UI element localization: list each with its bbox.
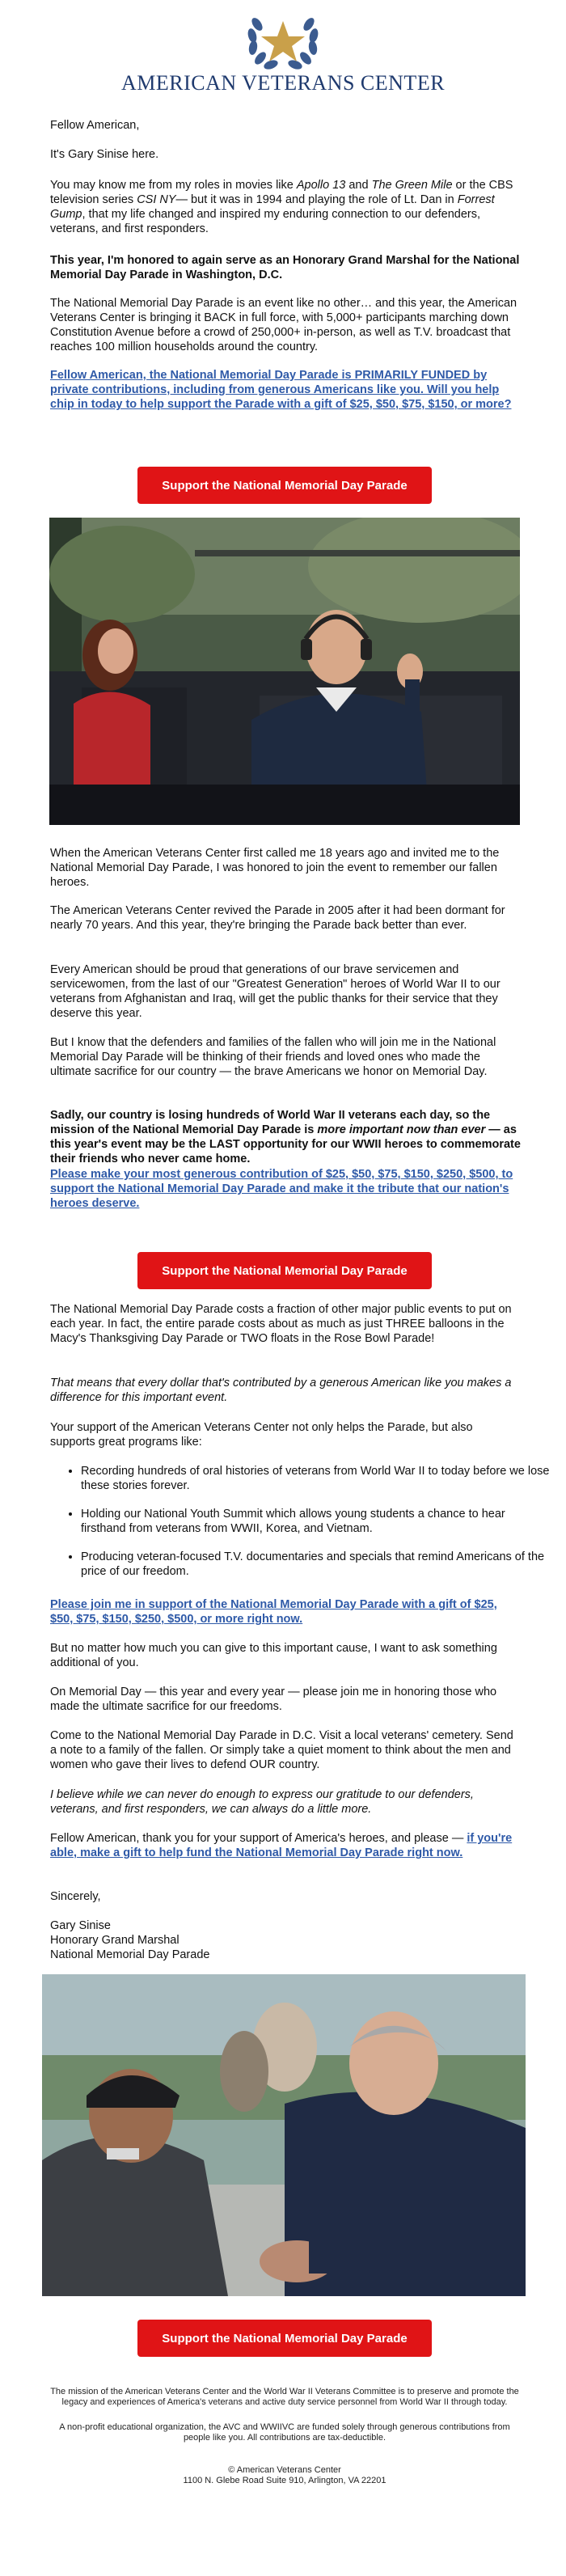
intro-line: It's Gary Sinise here. <box>50 148 159 161</box>
invitation-paragraph: When the American Veterans Center first called me 18 years ago and invited me to the National Memorial Day Parade, I was honored to join the event to remember our fallen heroes. <box>50 847 500 889</box>
additional-ask-paragraph: But no matter how much you can give to this important cause, I want to ask something additional of you. <box>50 1642 497 1669</box>
revival-paragraph: The American Veterans Center revived the Parade in 2005 after it had been dormant for nearly 70 years. And this year, they're bringing the Parade back better than ever. <box>50 904 505 932</box>
make-gift-link[interactable]: if you're able, make a gift to help fund the National Memorial Day Parade right now. <box>50 1832 513 1859</box>
programs-list <box>50 1464 551 1593</box>
funding-appeal-link[interactable]: Fellow American, the National Memorial Day Parade is PRIMARILY FUNDED by private contributions, including from generous Americans like you. Will you help chip in today to help support the Parade with a gift of $25, $50, $75, $150, or more? <box>50 369 512 411</box>
every-dollar-paragraph: That means that every dollar that's contributed by a generous American like you makes a difference for this important event. <box>50 1377 512 1404</box>
come-to-parade-paragraph: Come to the National Memorial Day Parade in D.C. Visit a local veterans' cemetery. Send a note to a family of the fallen. Or simply take a quiet moment to think about the men and women who gave their lives to defend OUR country. <box>50 1729 513 1771</box>
veteran-handshake-photo <box>42 1974 526 2296</box>
parade-description: The National Memorial Day Parade is an event like no other… and this year, the American Veterans Center is bringing it BACK in full force, with 5,000+ participants marching down Constitution Avenue before a crowd of 250,000+ in-person, as well as T.V. broadcast that reaches 100 million households around the country. <box>50 297 517 353</box>
programs-intro: Your support of the American Veterans Center not only helps the Parade, but also supports great programs like: <box>50 1421 473 1449</box>
footer-nonprofit: A non-profit educational organization, the AVC and WWIIVC are funded solely through generous contributions from people like you. All contributions are tax-deductible. <box>59 2422 510 2443</box>
list-item: • Recording hundreds of oral histories of veterans from World War II to today before we lose these stories forever. <box>81 1464 551 1493</box>
signer-name: Gary Sinise <box>50 1919 111 1932</box>
contribution-link[interactable]: Please make your most generous contribution of $25, $50, $75, $150, $250, $500, to support the National Memorial Day Parade and make it the tribute that our nation's heroes deserve. <box>50 1168 513 1210</box>
greeting: Fellow American, <box>50 119 140 132</box>
support-parade-button[interactable]: Support the National Memorial Day Parade <box>137 467 432 504</box>
gratitude-paragraph: I believe while we can never do enough to express our gratitude to our defenders, veterans, and first responders, we can always do a little more. <box>50 1788 474 1816</box>
salutation: Sincerely, <box>50 1890 101 1903</box>
support-parade-button[interactable]: Support the National Memorial Day Parade <box>137 2320 432 2357</box>
join-gift-link[interactable]: Please join me in support of the National Memorial Day Parade with a gift of $25, $50, $75, $150, $250, $500, or more right now. <box>50 1598 497 1626</box>
grand-marshal-heading: This year, I'm honored to again serve as an Honorary Grand Marshal for the National Memorial Day Parade in Washington, D.C. <box>50 254 520 281</box>
star-wreath-icon <box>239 11 327 73</box>
list-item: • Holding our National Youth Summit which allows young students a chance to hear firsthand from veterans from WWII, Korea, and Vietnam. <box>81 1507 551 1536</box>
roles-paragraph: You may know me from my roles in movies like Apollo 13 and The Green Mile or the CBS television series CSI NY— but it was in 1994 and playing the role of Lt. Dan in Forrest Gump, that my life changed and inspired my enduring connection to our defenders, veterans, and first responders. <box>50 179 513 235</box>
footer-copyright: © American Veterans Center <box>228 2465 341 2475</box>
footer-mission: The mission of the American Veterans Center and the World War II Veterans Committee is to preserve and promote the legacy and experiences of America's veterans and active duty service personnel from World War II through today. <box>50 2387 519 2407</box>
generations-paragraph: Every American should be proud that generations of our brave servicemen and servicewomen, from the last of our "Greatest Generation" heroes of World War II to our veterans from Afghanistan and Iraq, will get the public thanks for their service that they deserve this year. <box>50 963 501 1020</box>
honoring-paragraph: On Memorial Day — this year and every year — please join me in honoring those who made the ultimate sacrifice for our freedoms. <box>50 1686 497 1713</box>
footer-address: 1100 N. Glebe Road Suite 910, Arlington, VA 22201 <box>183 2476 386 2485</box>
signer-event: National Memorial Day Parade <box>50 1948 210 1961</box>
list-item: • Producing veteran-focused T.V. documentaries and specials that remind Americans of the price of our freedom. <box>81 1550 551 1579</box>
cost-paragraph: The National Memorial Day Parade costs a fraction of other major public events to put on each year. In fact, the entire parade costs about as much as just THREE balloons in the Macy's Thanksgiving Day Parade or TWO floats in the Rose Bowl Parade! <box>50 1303 512 1345</box>
families-paragraph: But I know that the defenders and families of the fallen who will join me in the National Memorial Day Parade will be thinking of their friends and loved ones who made the ultimate sacrifice for our country — the brave Americans we honor on Memorial Day. <box>50 1036 496 1078</box>
signer-title: Honorary Grand Marshal <box>50 1934 180 1947</box>
wwii-veterans-paragraph: Sadly, our country is losing hundreds of World War II veterans each day, so the mission of the National Memorial Day Parade is more important now than ever — as this year's event may be the LAST opportunity for our WWII heroes to commemorate their friends who never came home. <box>50 1109 521 1165</box>
brand-name: AMERICAN VETERANS CENTER <box>120 71 446 95</box>
thank-you-paragraph: Fellow American, thank you for your support of America's heroes, and please — if you're able, make a gift to help fund the National Memorial Day Parade right now. <box>50 1832 513 1859</box>
support-parade-button[interactable]: Support the National Memorial Day Parade <box>137 1252 432 1289</box>
gary-sinise-broadcast-photo <box>49 518 520 825</box>
